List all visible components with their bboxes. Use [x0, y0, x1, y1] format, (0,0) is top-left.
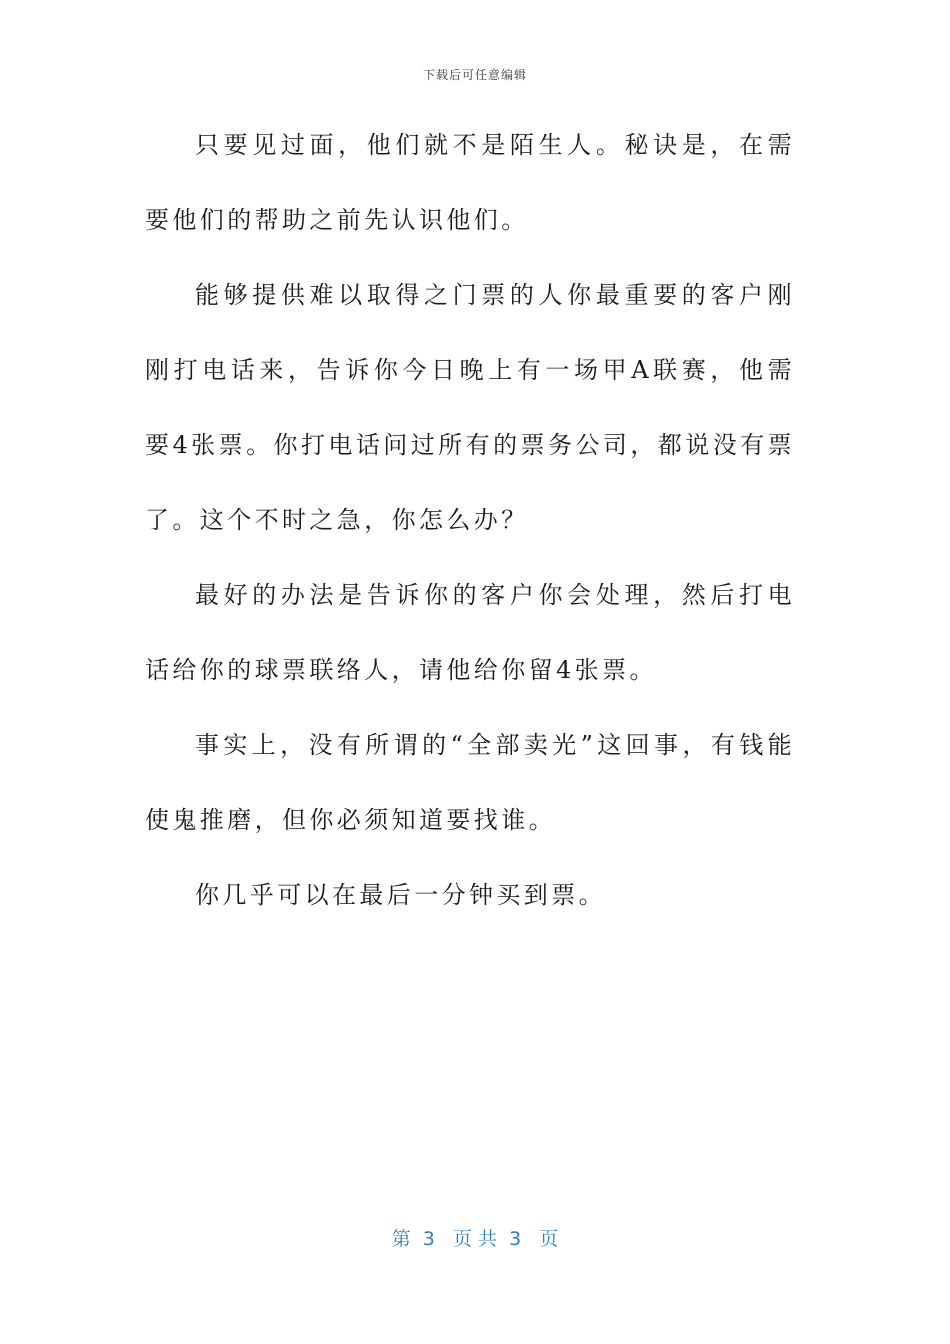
paragraph: 只要见过面，他们就不是陌生人。秘诀是，在需要他们的帮助之前先认识他们。 [145, 131, 795, 234]
document-body [145, 108, 795, 933]
paragraph: 最好的办法是告诉你的客户你会处理，然后打电话给你的球票联络人，请他给你留4张票。 [145, 581, 795, 684]
paragraph: 能够提供难以取得之门票的人你最重要的客户刚刚打电话来，告诉你今日晚上有一场甲A联赛，他需要4张票。你打电话问过所有的票务公司，都说没有票了。这个不时之急，你怎么办？ [145, 281, 795, 534]
page-number-footer: 第 3 页 共 3 页 [391, 1228, 559, 1250]
paragraph: 事实上，没有所谓的“全部卖光”这回事，有钱能使鬼推磨，但你必须知道要找谁。 [145, 731, 795, 834]
page-header: 下载后可任意编辑 [422, 68, 527, 82]
paragraph: 你几乎可以在最后一分钟买到票。 [195, 881, 606, 909]
